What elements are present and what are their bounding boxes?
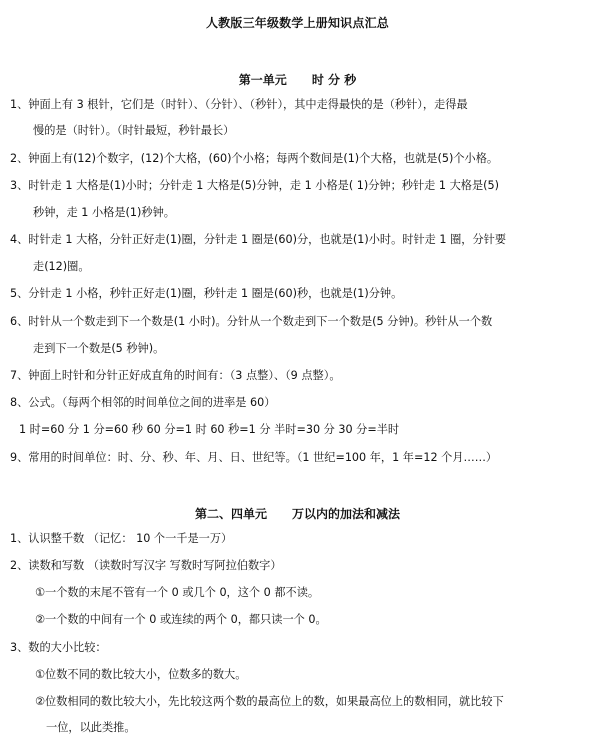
unit1-line: 1、钟面上有 3 根针，它们是（时针）、（分针）、（秒针），其中走得最快的是（秒针），走得最	[10, 98, 468, 111]
unit1-line: 5、分针走 1 小格，秒针正好走(1)圈，秒针走 1 圈是(60)秒，也就是(1)分钟。	[10, 287, 403, 300]
unit2-line: ②一个数的中间有一个 0 或连续的两个 0，都只读一个 0。	[35, 613, 327, 626]
unit2-line: 2、读数和写数 （读数时写汉字 写数时写阿拉伯数字）	[10, 559, 282, 572]
document-title: 人教版三年级数学上册知识点汇总	[205, 16, 389, 30]
unit1-line: 8、公式。（每两个相邻的时间单位之间的进率是 60）	[10, 396, 276, 409]
unit2-line: 3、数的大小比较：	[10, 641, 107, 654]
unit1-line: 3、时针走 1 大格是(1)小时；分针走 1 大格是(5)分钟，走 1 小格是( 1)分钟；秒针走 1 大格是(5)	[10, 179, 499, 192]
section-heading-unit-1: 第一单元 时 分 秒	[238, 73, 357, 87]
time-formula-line: 1 时=60 分 1 分=60 秒 60 分=1 时 60 秒=1 分 半时=30 分 30 分=半时	[19, 423, 400, 436]
section-heading-unit-2-4: 第二、四单元 万以内的加法和减法	[194, 507, 401, 521]
unit1-line: 走到下一个数是(5 秒钟)。	[33, 342, 165, 355]
unit1-line: 秒钟，走 1 小格是(1)秒钟。	[33, 206, 175, 219]
unit1-line: 走(12)圈。	[33, 260, 90, 273]
unit1-line: 慢的是（时针）。（时针最短，秒针最长）	[33, 124, 235, 137]
unit1-line: 9、常用的时间单位：时、分、秒、年、月、日、世纪等。（1 世纪=100 年，1 年=12 个月……）	[10, 451, 498, 464]
unit1-line: 7、钟面上时针和分针正好成直角的时间有：（3 点整）、（9 点整）。	[10, 369, 341, 382]
unit2-line: ②位数相同的数比较大小，先比较这两个数的最高位上的数，如果最高位上的数相同，就比较下	[35, 695, 504, 708]
unit1-line: 2、钟面上有(12)个数字，(12)个大格，(60)个小格；每两个数间是(1)个大格，也就是(5)个小格。	[10, 152, 499, 165]
unit1-line: 6、时针从一个数走到下一个数是(1 小时)。分针从一个数走到下一个数是(5 分钟)。秒针从一个数	[10, 315, 493, 328]
unit2-line: 一位，以此类推。	[46, 721, 136, 734]
unit2-line: ①位数不同的数比较大小，位数多的数大。	[35, 668, 247, 681]
unit1-line: 4、时针走 1 大格，分针正好走(1)圈，分针走 1 圈是(60)分，也就是(1)小时。时针走 1 圈，分针要	[10, 233, 507, 246]
unit2-line: ①一个数的末尾不管有一个 0 或几个 0，这个 0 都不读。	[35, 586, 320, 599]
unit2-line: 1、认识整千数 （记忆： 10 个一千是一万）	[10, 532, 233, 545]
